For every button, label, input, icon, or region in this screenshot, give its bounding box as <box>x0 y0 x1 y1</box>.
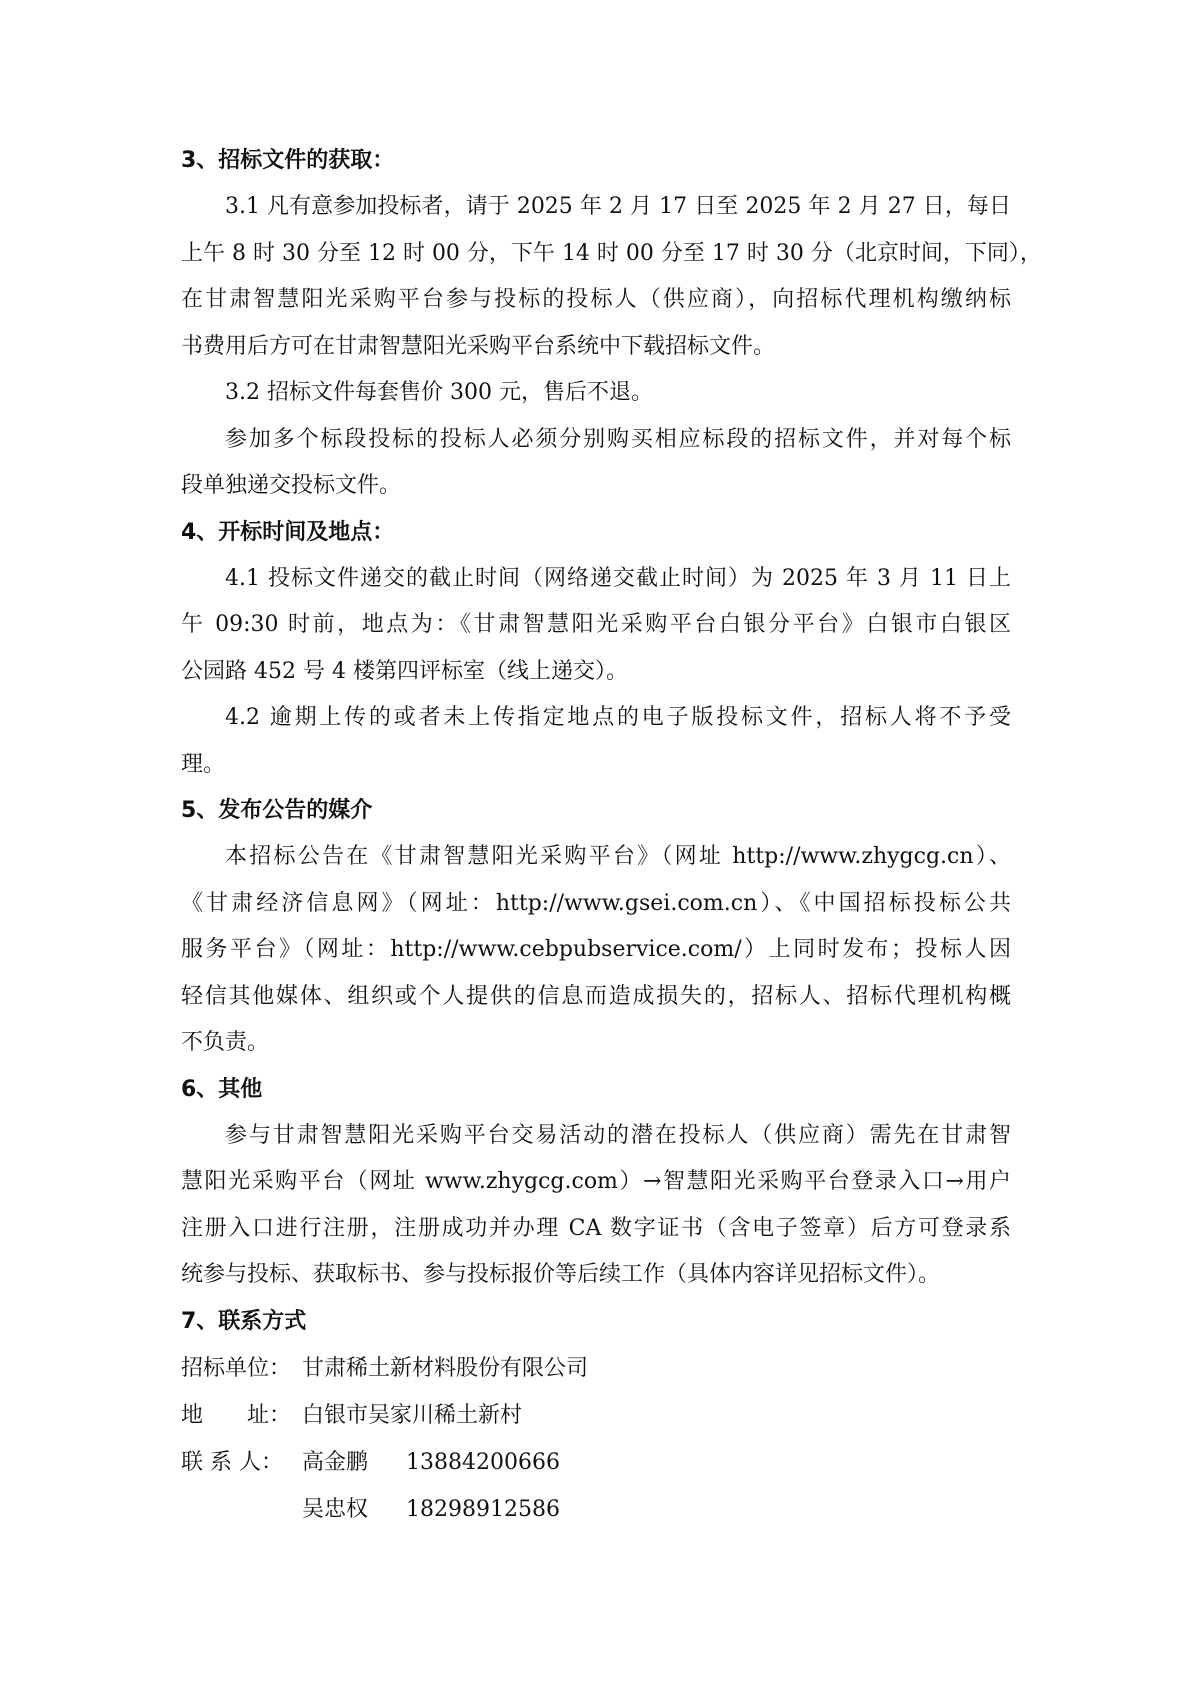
contact-name: 高金鹏 <box>302 1449 369 1475</box>
paragraph-line: 3.2 招标文件每套售价 300 元，售后不退。 <box>225 380 653 405</box>
paragraph-line: 午 09:30 时前，地点为：《甘肃智慧阳光采购平台白银分平台》白银市白银区 <box>181 612 1011 637</box>
section-5-heading: 5、发布公告的媒介 <box>181 798 373 823</box>
contact-person-label: 联 系 人： <box>181 1449 283 1475</box>
paragraph-line: 4.2 逾期上传的或者未上传指定地点的电子版投标文件，招标人将不予受 <box>225 705 1011 730</box>
section-3-paragraph-2 <box>181 370 1011 417</box>
paragraph-line: 轻信其他媒体、组织或个人提供的信息而造成损失的，招标人、招标代理机构概 <box>181 983 1011 1009</box>
section-3-paragraph-3 <box>181 417 1011 510</box>
section-4-paragraph-1 <box>181 556 1011 696</box>
section-6-heading: 6、其他 <box>181 1076 263 1102</box>
section-4-paragraph-2 <box>181 695 1011 788</box>
section-4-heading: 4、开标时间及地点： <box>181 519 395 545</box>
contact-phone: 13884200666 <box>406 1449 560 1475</box>
paragraph-line: 4.1 投标文件递交的截止时间（网络递交截止时间）为 2025 年 3 月 11 日上 <box>225 565 1011 591</box>
contact-phone: 18298912586 <box>406 1496 560 1522</box>
address-row <box>181 1392 1011 1439</box>
paragraph-line: 书费用后方可在甘肃智慧阳光采购平台系统中下载招标文件。 <box>181 333 776 359</box>
paragraph-line: 3.1 凡有意参加投标者，请于 2025 年 2 月 17 日至 2025 年 2 月 27 日，每日 <box>225 194 1011 219</box>
section-6-paragraph-1 <box>181 1113 1011 1299</box>
tender-unit-label: 招标单位： <box>181 1355 292 1381</box>
paragraph-line: 参与甘肃智慧阳光采购平台交易活动的潜在投标人（供应商）需先在甘肃智 <box>225 1122 1011 1148</box>
section-5-paragraph-1 <box>181 834 1011 1067</box>
contact-person-row <box>181 1486 1011 1533</box>
section-7-heading: 7、联系方式 <box>181 1308 307 1334</box>
paragraph-line: 服务平台》（网址：http://www.cebpubservice.com/）上同时发布；投标人因 <box>181 937 1011 962</box>
address-value: 白银市吴家川稀土新村 <box>302 1402 523 1428</box>
paragraph-line: 上午 8 时 30 分至 12 时 00 分，下午 14 时 00 分至 17 时 30 分（北京时间，下同）， <box>181 240 1042 266</box>
tender-unit-row <box>181 1345 1011 1392</box>
document-content <box>181 138 1042 1533</box>
paragraph-line: 在甘肃智慧阳光采购平台参与投标的投标人（供应商），向招标代理机构缴纳标 <box>181 287 1011 312</box>
section-3-paragraph-1 <box>181 184 1042 370</box>
paragraph-line: 不负责。 <box>181 1030 270 1055</box>
paragraph-line: 统参与投标、获取标书、参与投标报价等后续工作（具体内容详见招标文件）。 <box>181 1262 941 1287</box>
address-label: 地 址： <box>181 1402 292 1428</box>
paragraph-line: 注册入口进行注册，注册成功并办理 CA 数字证书（含电子签章）后方可登录系 <box>181 1215 1011 1241</box>
paragraph-line: 理。 <box>181 751 226 777</box>
contact-label-spacer <box>181 1486 302 1533</box>
contact-name: 吴忠权 <box>302 1496 369 1522</box>
paragraph-line: 段单独递交投标文件。 <box>181 473 402 498</box>
paragraph-line: 本招标公告在《甘肃智慧阳光采购平台》（网址 http://www.zhygcg.cn）、 <box>225 844 1011 869</box>
paragraph-line: 慧阳光采购平台（网址 www.zhygcg.com）→智慧阳光采购平台登录入口→用户 <box>181 1169 1011 1194</box>
contact-person-row <box>181 1439 1011 1486</box>
paragraph-line: 公园路 452 号 4 楼第四评标室（线上递交）。 <box>181 658 628 684</box>
tender-unit-value: 甘肃稀土新材料股份有限公司 <box>302 1355 589 1381</box>
section-3-heading: 3、招标文件的获取： <box>181 148 395 173</box>
paragraph-line: 参加多个标段投标的投标人必须分别购买相应标段的招标文件，并对每个标 <box>225 426 1011 452</box>
paragraph-line: 《甘肃经济信息网》（网址：http://www.gsei.com.cn）、《中国招标投标公共 <box>181 890 1011 916</box>
